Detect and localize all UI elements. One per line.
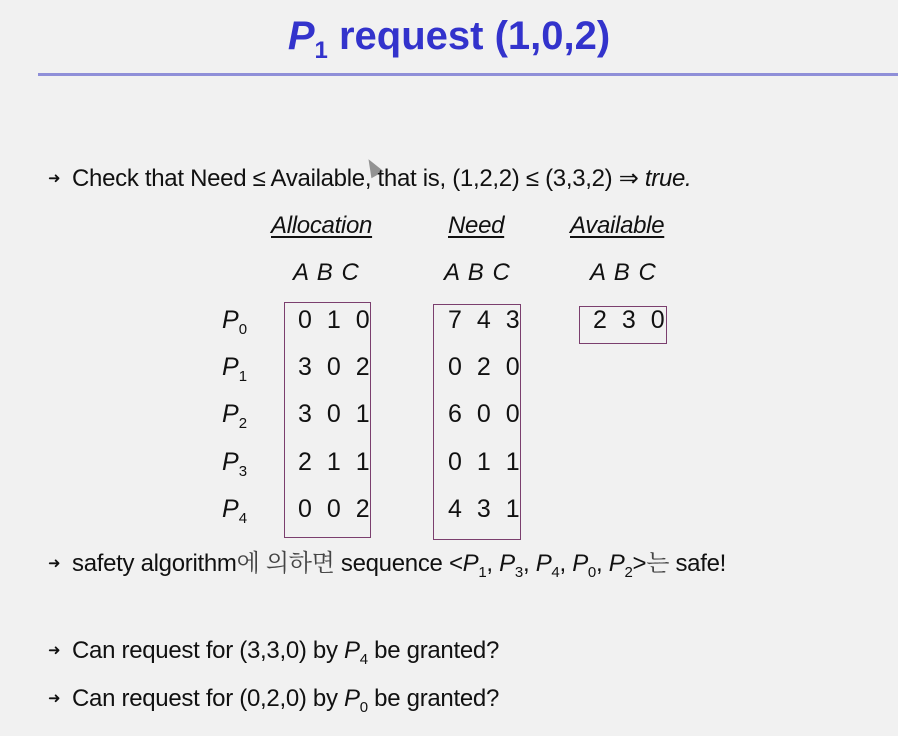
- need-value: 0 2 0: [448, 353, 524, 381]
- header-allocation: Allocation: [271, 212, 373, 239]
- bullet-question-2: ➜ Can request for (0,2,0) by $P_0$ be granted?: [48, 685, 499, 716]
- bullet-arrow-icon: ➜: [48, 555, 61, 572]
- bullet-arrow-icon: ➜: [48, 690, 61, 707]
- allocation-value: 0 1 0: [298, 306, 374, 334]
- title-underline: [38, 73, 898, 76]
- header-need: Need: [448, 212, 505, 239]
- title-process-sub: 1: [314, 37, 328, 64]
- process-label: $P_0$: [222, 306, 248, 338]
- allocation-value: 0 0 2: [298, 495, 374, 523]
- check-text: Check that Need ≤ Available, that is, (1,2,2) ≤ (3,3,2) ⇒: [72, 165, 645, 192]
- bullet-check: [48, 164, 691, 193]
- allocation-value: 2 1 1: [298, 448, 374, 476]
- need-value: 7 4 3: [448, 306, 524, 334]
- need-value: 4 3 1: [448, 495, 524, 523]
- title-text: request (1,0,2): [327, 14, 611, 58]
- bullet-safety: ➜ safety algorithm에 의하면 sequence $<P_1$, $P_3$, $P_4$, $P_0$, $P_2>$는 safe!: [48, 550, 726, 581]
- title-process: P: [287, 14, 315, 58]
- abc-need: A B C: [444, 259, 510, 286]
- allocation-value: 3 0 2: [298, 353, 374, 381]
- process-label: $P_1$: [222, 353, 248, 385]
- allocation-value: 3 0 1: [298, 400, 374, 428]
- check-result: true.: [644, 165, 692, 192]
- abc-allocation: A B C: [293, 259, 359, 286]
- process-label: $P_3$: [222, 448, 248, 480]
- abc-available: A B C: [590, 259, 656, 286]
- bullet-question-1: ➜ Can request for (3,3,0) by $P_4$ be granted?: [48, 637, 499, 668]
- bullet-arrow-icon: ➜: [48, 170, 61, 187]
- need-value: 6 0 0: [448, 400, 524, 428]
- bullet-arrow-icon: ➜: [48, 642, 61, 659]
- need-value: 0 1 1: [448, 448, 524, 476]
- slide-title: [0, 14, 898, 65]
- process-label: $P_4$: [222, 495, 248, 527]
- header-available: Available: [570, 212, 665, 239]
- available-value: 2 3 0: [593, 306, 669, 334]
- process-label: $P_2$: [222, 400, 248, 432]
